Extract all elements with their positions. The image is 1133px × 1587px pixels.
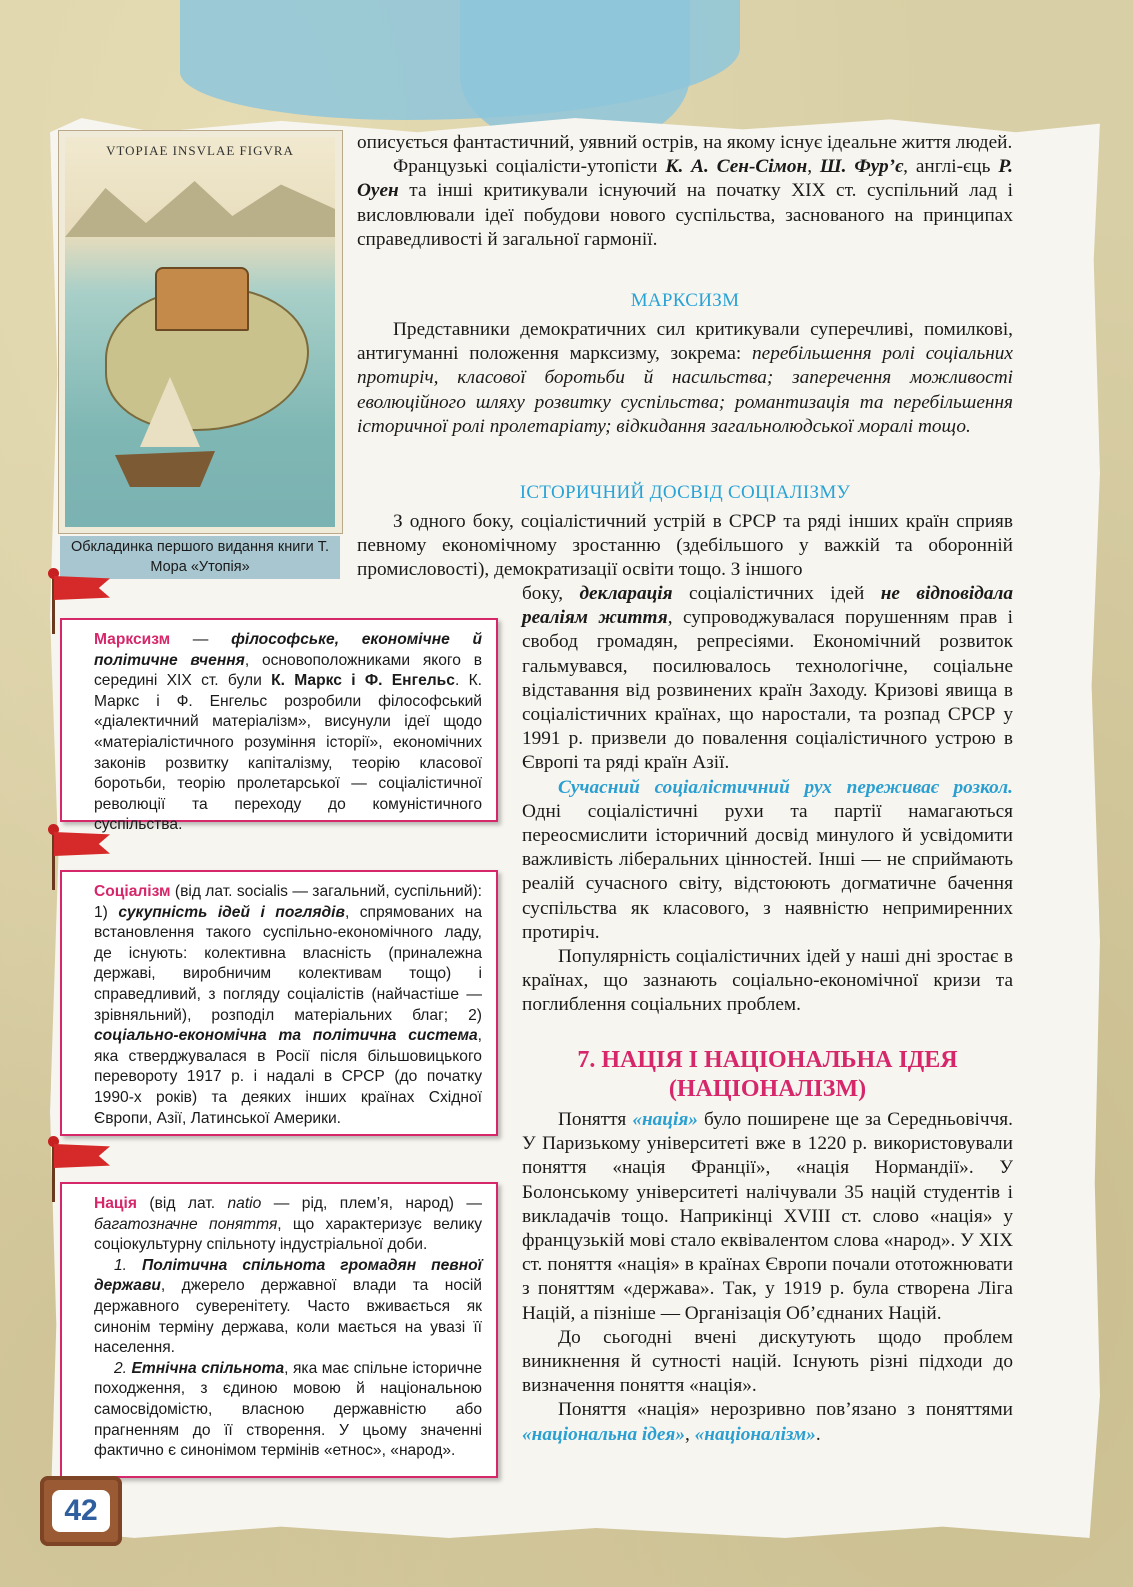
text-run: (від лат. socialis — загальний, суспільний): 1) — [94, 883, 482, 921]
text-run: , англі-єць — [903, 156, 999, 178]
text-run: , — [684, 1423, 695, 1445]
heading-nation-line-2: (НАЦІОНАЛІЗМ) — [668, 1076, 867, 1102]
name-saint-simon: К. А. Сен-Сімон — [665, 156, 808, 178]
marxism-criticism-list: перебільшення ролі соціальних протиріч, класової боротьби й насильства; заперечення можливості еволюційного шляху розвитку суспільства; романтизація та перебільшення історичної ролі пролетаріату; відкидання загальнолюдської моралі тощо. — [357, 343, 1013, 437]
socialist-split-highlight: Сучасний соціалістичний рух переживає розкол. — [558, 776, 1013, 798]
text-run: (від лат. — [136, 1195, 228, 1212]
woodcut-city — [155, 267, 249, 331]
marxism-paragraph — [357, 318, 1013, 439]
history-text-top — [357, 510, 1013, 583]
text-run: . К. Маркс і Ф. Енгельс розробили філософський «діалектичний матеріалізм», висунули ідеї щодо «матеріалістичного розуміння історії», економічних законів розвитку капіталізму, теорію класової боротьби, теорію пролетарської — соціалістичної революції та переходу до комуністичного суспільства. — [94, 672, 482, 834]
text-run: Французькі соціалісти-утопісти — [393, 156, 666, 178]
text-run: , джерело державної влади та носій державного суверенітету. Часто вживається як синонім терміну держава, коли мається на увазі її населення. — [94, 1277, 482, 1357]
text-run: Політична спільнота громадян певної держави — [94, 1256, 482, 1295]
utopia-illustration — [58, 130, 343, 534]
text-run: , що характеризує велику соціокультурну спільноту індустріальної доби. — [94, 1215, 482, 1254]
definition-box-marxism — [60, 618, 498, 834]
nation-paragraph-3 — [522, 1398, 1013, 1446]
text-run: Поняття — [558, 1109, 633, 1130]
text-run: 2. — [114, 1359, 132, 1377]
intro-text — [357, 131, 1013, 252]
woodcut-image — [65, 137, 335, 527]
name-owen: Р. Оуен — [357, 156, 1013, 202]
text-run: , спрямованих на встановлення такого суспільно-економічного ладу, де існують: колективна власність (приналежна державі, виробничим колективам тощо) і справедливий, з погляду соціалістів (найчастіше — зрівняльний), розподіл матеріальних благ; 2) — [94, 903, 482, 1024]
definition-marxism — [94, 630, 482, 836]
nation-paragraph-1 — [522, 1108, 1013, 1326]
text-run: боку, — [522, 583, 580, 604]
text-run: natio — [227, 1195, 262, 1212]
term-nationalism: «націоналізм» — [694, 1423, 816, 1445]
text-run: . — [815, 1423, 821, 1445]
intro-paragraph-1: описується фантастичний, уявний острів, на якому існує ідеальне життя людей. — [357, 132, 1013, 153]
definition-nation-meaning-1 — [94, 1256, 482, 1359]
definition-nation-meaning-2 — [94, 1359, 482, 1462]
text-run: багатозначне поняття — [94, 1215, 278, 1233]
text-run: соціально-економічна та політична система — [94, 1027, 478, 1045]
history-paragraph-2 — [522, 776, 1013, 945]
text-run: Етнічна спільнота — [131, 1359, 285, 1377]
definition-box-nation — [60, 1182, 498, 1478]
heading-nation-line-1: 7. НАЦІЯ І НАЦІОНАЛЬНА ІДЕЯ — [577, 1047, 958, 1073]
text-run: сукупність ідей і поглядів — [118, 903, 345, 921]
heading-marxism: МАРКСИЗМ — [630, 290, 740, 311]
term-socialism: Соціалізм — [94, 883, 171, 900]
page-number-frame — [40, 1476, 122, 1546]
definition-box-socialism — [60, 870, 498, 1136]
term-marxism: Марксизм — [94, 631, 171, 648]
text-run: , яка стверджувалася в Росії після більшовицького перевороту 1917 р. і надалі в СРСР (до початку 1990-х років) та деяких інших країнах Східної Європи, Азії, Латинської Америки. — [94, 1027, 482, 1127]
text-run: та інші критикували існуючий на початку XIX ст. суспільний лад і висловлювали ідеї побудови нового суспільства, заснованого на принципах справедливості й загальної гармонії. — [357, 180, 1013, 250]
text-run: , основоположниками якого в середині XIX ст. були — [94, 651, 482, 690]
flag-icon — [42, 574, 112, 614]
intro-paragraph-2 — [357, 155, 1013, 252]
term-national-idea: «національна ідея» — [522, 1423, 685, 1445]
text-run: , супроводжувалася порушенням прав і свобод громадян, репресіями. Економічний розвиток гальмувався, посилювалось технологічне, соціальне відставання від розвинених країн Заходу. Кризові явища в соціалістичних країнах, що наростали, та розпад СРСР у 1991 р. призвели до повалення соціалістичного устрою в Європі та ряді країн Азії. — [522, 607, 1013, 774]
names-marx-engels: К. Маркс і Ф. Енгельс — [271, 672, 455, 690]
text-run: соціалістичних ідей — [672, 583, 881, 604]
term-declaration: декларація — [579, 583, 673, 604]
text-run: , яка має спільне історичне походження, з єдиною мовою й національною самосвідомістю, власною державністю або прагненням до її створення. У цьому значенні фактично є синонімом термінів «етнос», «народ». — [94, 1359, 482, 1460]
history-paragraph-1-cont — [522, 582, 1013, 776]
text-run: — — [170, 631, 232, 648]
nation-paragraph-2: До сьогодні вчені дискутують щодо проблем виникнення й сутності націй. Існують різні підходи до визначення поняття «нація». — [522, 1326, 1013, 1397]
flag-icon — [42, 830, 112, 870]
term-nation: «нація» — [632, 1109, 698, 1130]
text-run: філософське, економічне й політичне вчення — [94, 631, 482, 669]
woodcut-hills — [65, 167, 335, 237]
text-run: 1. — [114, 1256, 142, 1274]
text-run: — рід, плем’я, народ) — — [261, 1195, 482, 1212]
term-not-matching: не відповідала реаліям життя — [522, 583, 1013, 629]
text-run: було поширене ще за Середньовіччя. У Паризькому університеті вже в 1220 р. використовували поняття «нація Франції», «нація Нормандії». У Болонському університеті налічували 35 націй студентів і викладачів тощо. Наприкінці XVIII ст. слово «нація» у французькій мові стало еквівалентом слова «народ». У XIX ст. поняття «нація» в країнах Європи почали ототожнювати з поняттям «держава». Так, у 1919 р. була створена Ліга Націй, а пізніше — Організація Об’єднаних Націй. — [522, 1109, 1013, 1324]
woodcut-title: VTOPIAE INSVLAE FIGVRA — [106, 143, 294, 158]
history-text-main — [522, 582, 1013, 1018]
text-run: Поняття «нація» нерозривно пов’язано з поняттями — [558, 1399, 1013, 1421]
nation-text — [522, 1108, 1013, 1447]
term-nation-box: Нація — [94, 1195, 137, 1212]
heading-nation — [522, 1046, 1013, 1104]
page-number: 42 — [52, 1490, 110, 1532]
text-run: , — [807, 156, 820, 178]
text-run: Одні соціалістичні рухи та партії намагаються переосмислити історичний досвід минулого й усвідомити важливість ліберальних цінностей. Інші — не сприймають реалій сучасного світу, відстоюють догматичне бачення суспільства як класового, з наявністю непримиренних протиріч. — [522, 800, 1013, 943]
name-fourier: Ш. Фур’є — [819, 156, 904, 178]
text-run: Представники демократичних сил критикували суперечливі, помилкові, антигуманні положення марксизму, зокрема: — [357, 319, 1013, 365]
heading-historical-experience: ІСТОРИЧНИЙ ДОСВІД СОЦІАЛІЗМУ — [519, 482, 851, 503]
history-paragraph-3: Популярність соціалістичних ідей у наші дні зростає в країнах, що зазнають соціально-економічної кризи та поглиблення соціальних проблем. — [522, 946, 1013, 1016]
history-paragraph-1: З одного боку, соціалістичний устрій в СРСР та ряді інших країн сприяв певному економічному зростанню (здебільшого у важкій та оборонній промисловості), демократизації освіти тощо. З іншого — [357, 511, 1013, 581]
image-caption: Обкладинка першого видання книги Т. Мора «Утопія» — [60, 536, 340, 579]
flag-icon — [42, 1142, 112, 1182]
definition-nation-intro — [94, 1194, 482, 1256]
marxism-text — [357, 318, 1013, 439]
definition-socialism — [94, 882, 482, 1129]
